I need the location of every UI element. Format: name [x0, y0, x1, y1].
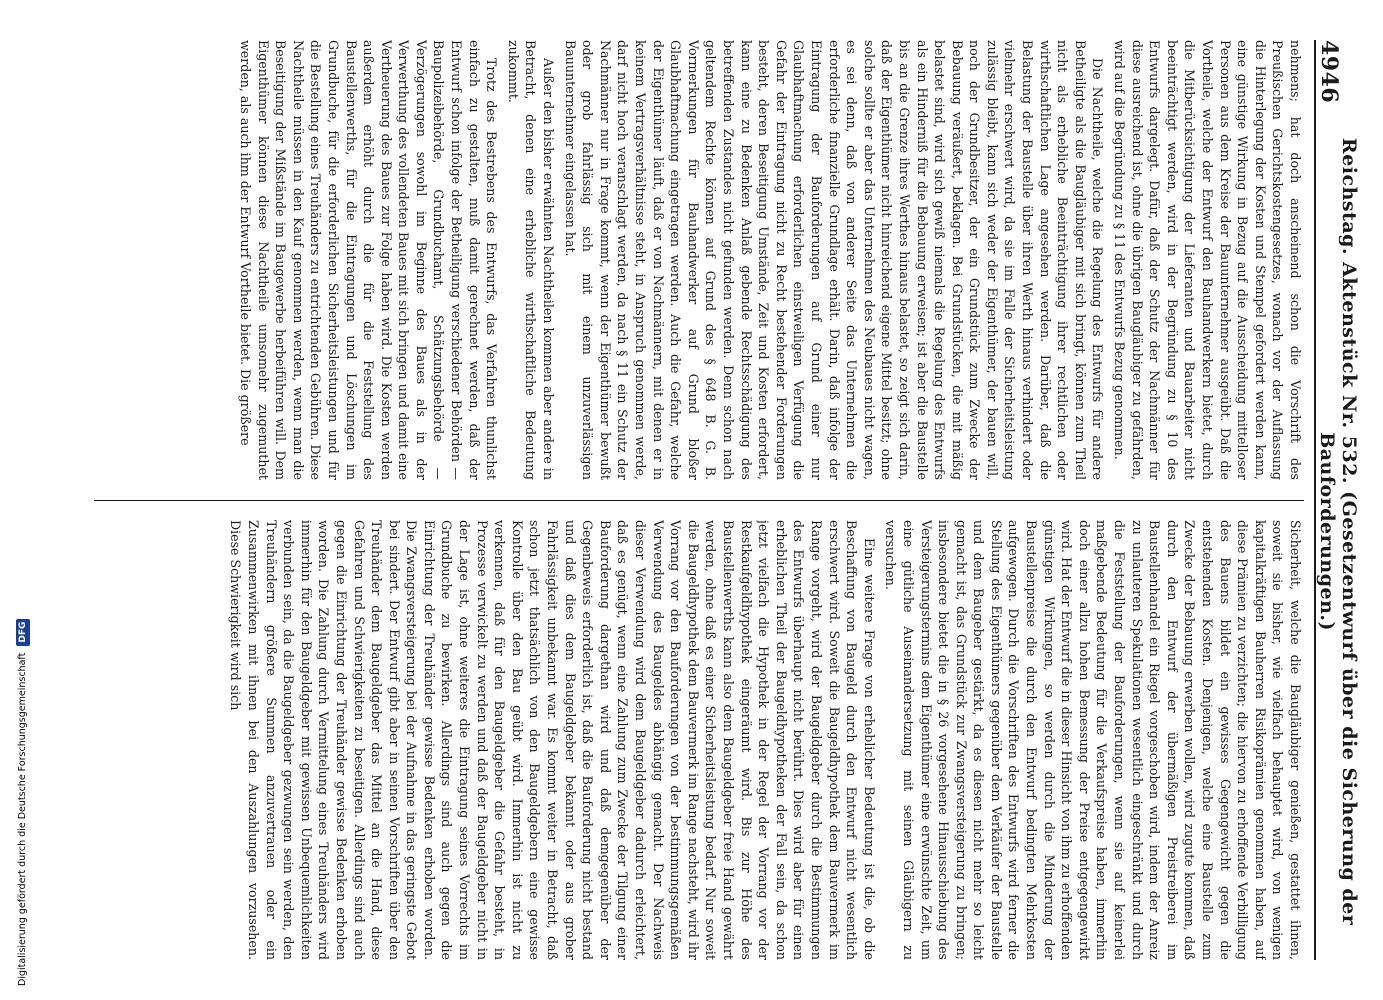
paragraph: Eine weitere Frage von erheblicher Bedeutung ist die, ob die Beschaffung von Baugeld durch den Entwurf nicht wesentlich erschwert wird. Soweit die Baugeldhypothek dem Bauvermerk im Range vorgeht, wird der Baugeldgeber durch die Bestimmungen des Entwurfs überhaupt nicht berührt. Dies wird aber für einen erheblichen Theil der Baugeldhypotheken der Fall sein, da schon jetzt vielfach die Hypothek in der Regel der Vorrang vor der Restkaufgeldhypothek eingeräumt wird. Bis zur Höhe des Baustellenwerths kann also dem Baugeldgeber freie Hand gewährt werden, ohne daß es einer Sicherheitsleistung bedarf. Nur soweit die Baugeldhypothek dem Bauvermerk im Range nachsteht, wird ihr Vorrang vor den Bauforderungen von der bestimmungsgemäßen Verwendung des Baugeldes abhängig gemacht. Der Nachweis dieser Verwendung wird dem Baugeldgeber dadurch erleichtert, daß es genügt, wenn eine Zahlung zum Zwecke der Tilgung einer Bauforderung dargethan wird und daß demgegenüber der Gegenbeweis erforderlich ist, daß die Bauforderung nicht bestand und daß dies dem Baugeldgeber bekannt oder aus grober Fahrlässigkeit unbekannt war. Es kommt weiter in Betracht, daß schon jetzt thatsächlich von den Baugeldgebern eine gewisse Kontrolle über den Bau geübt wird. Immerhin ist nicht zu verkennen, daß für den Baugeldgeber die Gefahr besteht, in Prozesse verwickelt zu werden und daß der Baugeldgeber nicht in der Lage ist, ohne weiteres die Eintragung seines Vorrechts im Grundbuche zu bewirken. Allerdings sind auch gegen die Einrichtung der Treuhänder gewisse Bedenken erhoben worden. Die Zwangsversteigerung bei der Aufnahme in das geringste Gebot bei sindert. Der Entwurf gibt aber in seinen Vorschriften über den Treuhänder dem Baugeldgeber das Mittel an die Hand, diese Gefahren und Schwierigkeiten zu beseitigen. Allerdings sind auch gegen die Einrichtung der Treuhänder gewisse Bedenken erhoben worden. Die Zahlung durch Vermittelung eines Treuhänders wird immerhin für den Baugeldgeber mit gewissen Unbequemlichkeiten verbunden sein, da die Baugeldgeber gezwungen sein werden, den Treuhändern größere Summen anzuvertrauen oder ein Zusammenwirken mit ihnen bei den Auszahlungen vorzusehen. Diese Schwierigkeit wird sich: [228, 520, 877, 960]
text-column-right: [94, 520, 1304, 960]
column-divider: [94, 500, 1304, 501]
page-number: 4946: [1316, 40, 1342, 104]
paragraph: nehmens; hat doch anscheinend schon die Vorschrift des Preußischen Gerichtskostengesetzes, wonach vor der Auflassung die Hinterlegung der Kosten und Stempel gefordert werden kann, eine günstige Wirkung in Bezug auf die Ausscheidung mittelloser Personen aus dem Kreise der Bauunternehmer ausgeübt. Daß die Vortheile, welche der Entwurf den Bauhandwerkern bietet, durch die Mitberücksichtigung der Lieferanten und Bauarbeiter nicht beeinträchtigt werden, wird in der Begründung zu § 10 des Entwurfs dargelegt. Dafür, daß der Schutz der Nachmänner für diese ausreichend ist, ohne die übrigen Baugläubiger zu gefährden, wird auf die Begründung zu § 11 des Entwurfs Bezug genommen.: [1112, 40, 1303, 480]
page-header: [1314, 40, 1360, 960]
paragraph: Außer den bisher erwähnten Nachtheilen kommen aber andere in Betracht, denen eine erhebliche wirthschaftliche Bedeutung zukommt.: [505, 40, 557, 480]
page-title: Reichstag. Aktenstück Nr. 532. (Gesetzentwurf über die Sicherung der Bauforderungen.): [1316, 137, 1360, 926]
paragraph: Sicherheit, welche die Baugläubiger genießen, gestattet ihnen, soweit sie bisher, wie vielfach behauptet wird, von wenigen kapitalkräftigen Bauherren Risikoprämien genommen haben, auf diese Prämien zu verzichten; die hiervon zu erhoffende Verbilligung des Bauens bildet ein gewisses Gegengewicht gegen die entstehenden Kosten. Denjenigen, welche eine Baustelle zum Zwecke der Bebauung erwerben wollen, wird zugute kommen, daß durch den Entwurf der übermäßigen Preistreiberei im Baustellenhandel ein Riegel vorgeschoben wird, indem der Anreiz zu unlauteren Spekulationen wesentlich eingeschränkt und durch die Feststellung der Bauforderungen, wenn sie auf keinerlei maßgebende Bedeutung für die Verkaufspreise haben, immerhin doch einer allzu hohen Bemessung der Preise entgegengewirkt wird. Hat der Entwurf die in dieser Hinsicht von ihm zu erhoffenden günstigen Wirkungen, so werden durch die Minderung der Baustellenpreise die durch den Entwurf bedingten Mehrkosten aufgewogen. Durch die Vorschriften des Entwurfs wird ferner die Stellung des Eigenthümers gegenüber dem Verkäufer der Baustelle und dem Baugeber gestärkt, da es diesen nicht mehr so leicht gemacht ist, das Grundstück zur Zwangsversteigerung zu bringen; insbesondere bietet die in § 26 vorgesehene Hinausschiebung des Versteigerungstermins dem Eigenthümer eine erwünschte Zeit, um eine gütliche Auseinandersetzung mit seinen Gläubigern zu versuchen.: [883, 520, 1303, 960]
dfg-logo: DFG: [16, 619, 30, 646]
paragraph: Die Nachtheile, welche die Regelung des Entwurfs für andere Betheiligte als die Baugläubiger mit sich bringt, können zum Theil nicht als erhebliche Beeinträchtigung ihrer rechtlichen oder wirthschaftlichen Lage angesehen werden. Darüber, daß die Belastung der Baustelle über ihren Werth hinaus verhindert oder vielmehr erschwert wird, da sie im Falle der Sicherheitsleistung zulässig bleibt, kann sich weder der Eigenthümer, der bauen will, noch der Grundbesitzer, der ein Grundstück zum Zwecke der Bebauung veräußert, beklagen. Bei Grundstücken, die mit mäßig belastet sind, wird sich gewiß niemals die Regelung des Entwurfs als ein Hinderniß für die Bebauung erweisen; ist aber die Baustelle bis an die Grenze ihres Werthes hinaus belastet, so zeigt sich darin, daß der Eigenthümer nicht hinreichend eigene Mittel besitzt; ohne solche sollte er aber das Unternehmen des Neubaues nicht wagen, es sei denn, daß von anderer Seite das Unternehmen die erforderliche finanzielle Grundlage erhält. Darin, daß infolge der Eintragung der Bauforderungen auf Grund einer nur Glaubhaftmachung erforderlichen einstweiligen Verfügung die Gefahr der Eintragung nicht zu Recht bestehender Forderungen besteht, deren Beseitigung Umstände, Zeit und Kosten erfordert, kann eine zu Bedenken Anlaß gebende Rechtsschädigung des betreffenden Zustandes nicht gefunden werden. Denn schon nach geltendem Rechte können auf Grund des § 648 B. G. B. Vormerkungen für Bauhandwerker auf Grund bloßer Glaubhaftmachung eingetragen werden. Auch die Gefahr, welche der Eigenthümer läuft, daß er von Nachmännern, mit denen er in keinem Vertragsverhältnisse steht, in Anspruch genommen werde, darf nicht hoch veranschlagt werden, da nach § 11 ein Schutz der Nachmänner nur in Frage kommt, wenn der Eigenthümer bewußt oder grob fahrlässig sich mit einem unzuverlässigen Bauunternehmer eingelassen hat.: [562, 40, 1106, 480]
credit-text: Digitalisierung gefördert durch die Deutsche Forschungsgemeinschaft: [17, 652, 28, 986]
paragraph: Trotz des Bestrebens des Entwurfs, das Verfahren thunlichst einfach zu gestalten, muß damit gerechnet werden, daß der Entwurf schon infolge der Betheiligung verschiedener Behörden — Baupolizeibehörde, Grundbuchamt, Schätzungsbehörde — Verzögerungen sowohl im Beginne des Baues als in der Verwerthung des vollendeten Baues mit sich bringen und damit eine Vertheuerung des Baues zur Folge haben wird. Die Kosten werden außerdem erhöht durch die für die Feststellung des Baustellenwerths, für die Eintragungen und Löschungen im Grundbuche, für die erforderlichen Sicherheitsleistungen und für die Bestellung eines Treuhänders zu entrichtenden Gebühren. Diese Nachtheile müssen in den Kauf genommen werden, wenn man die Beseitigung der Mißstände im Baugewerbe herbeiführen will. Dem Eigenthümer können diese Nachtheile umsomehr zugemuthet werden, als auch ihm der Entwurf Vortheile bietet. Die größere: [237, 40, 500, 480]
digitization-credit: [2, 610, 28, 1000]
document-page: [80, 40, 1360, 960]
text-column-left: [94, 40, 1304, 480]
